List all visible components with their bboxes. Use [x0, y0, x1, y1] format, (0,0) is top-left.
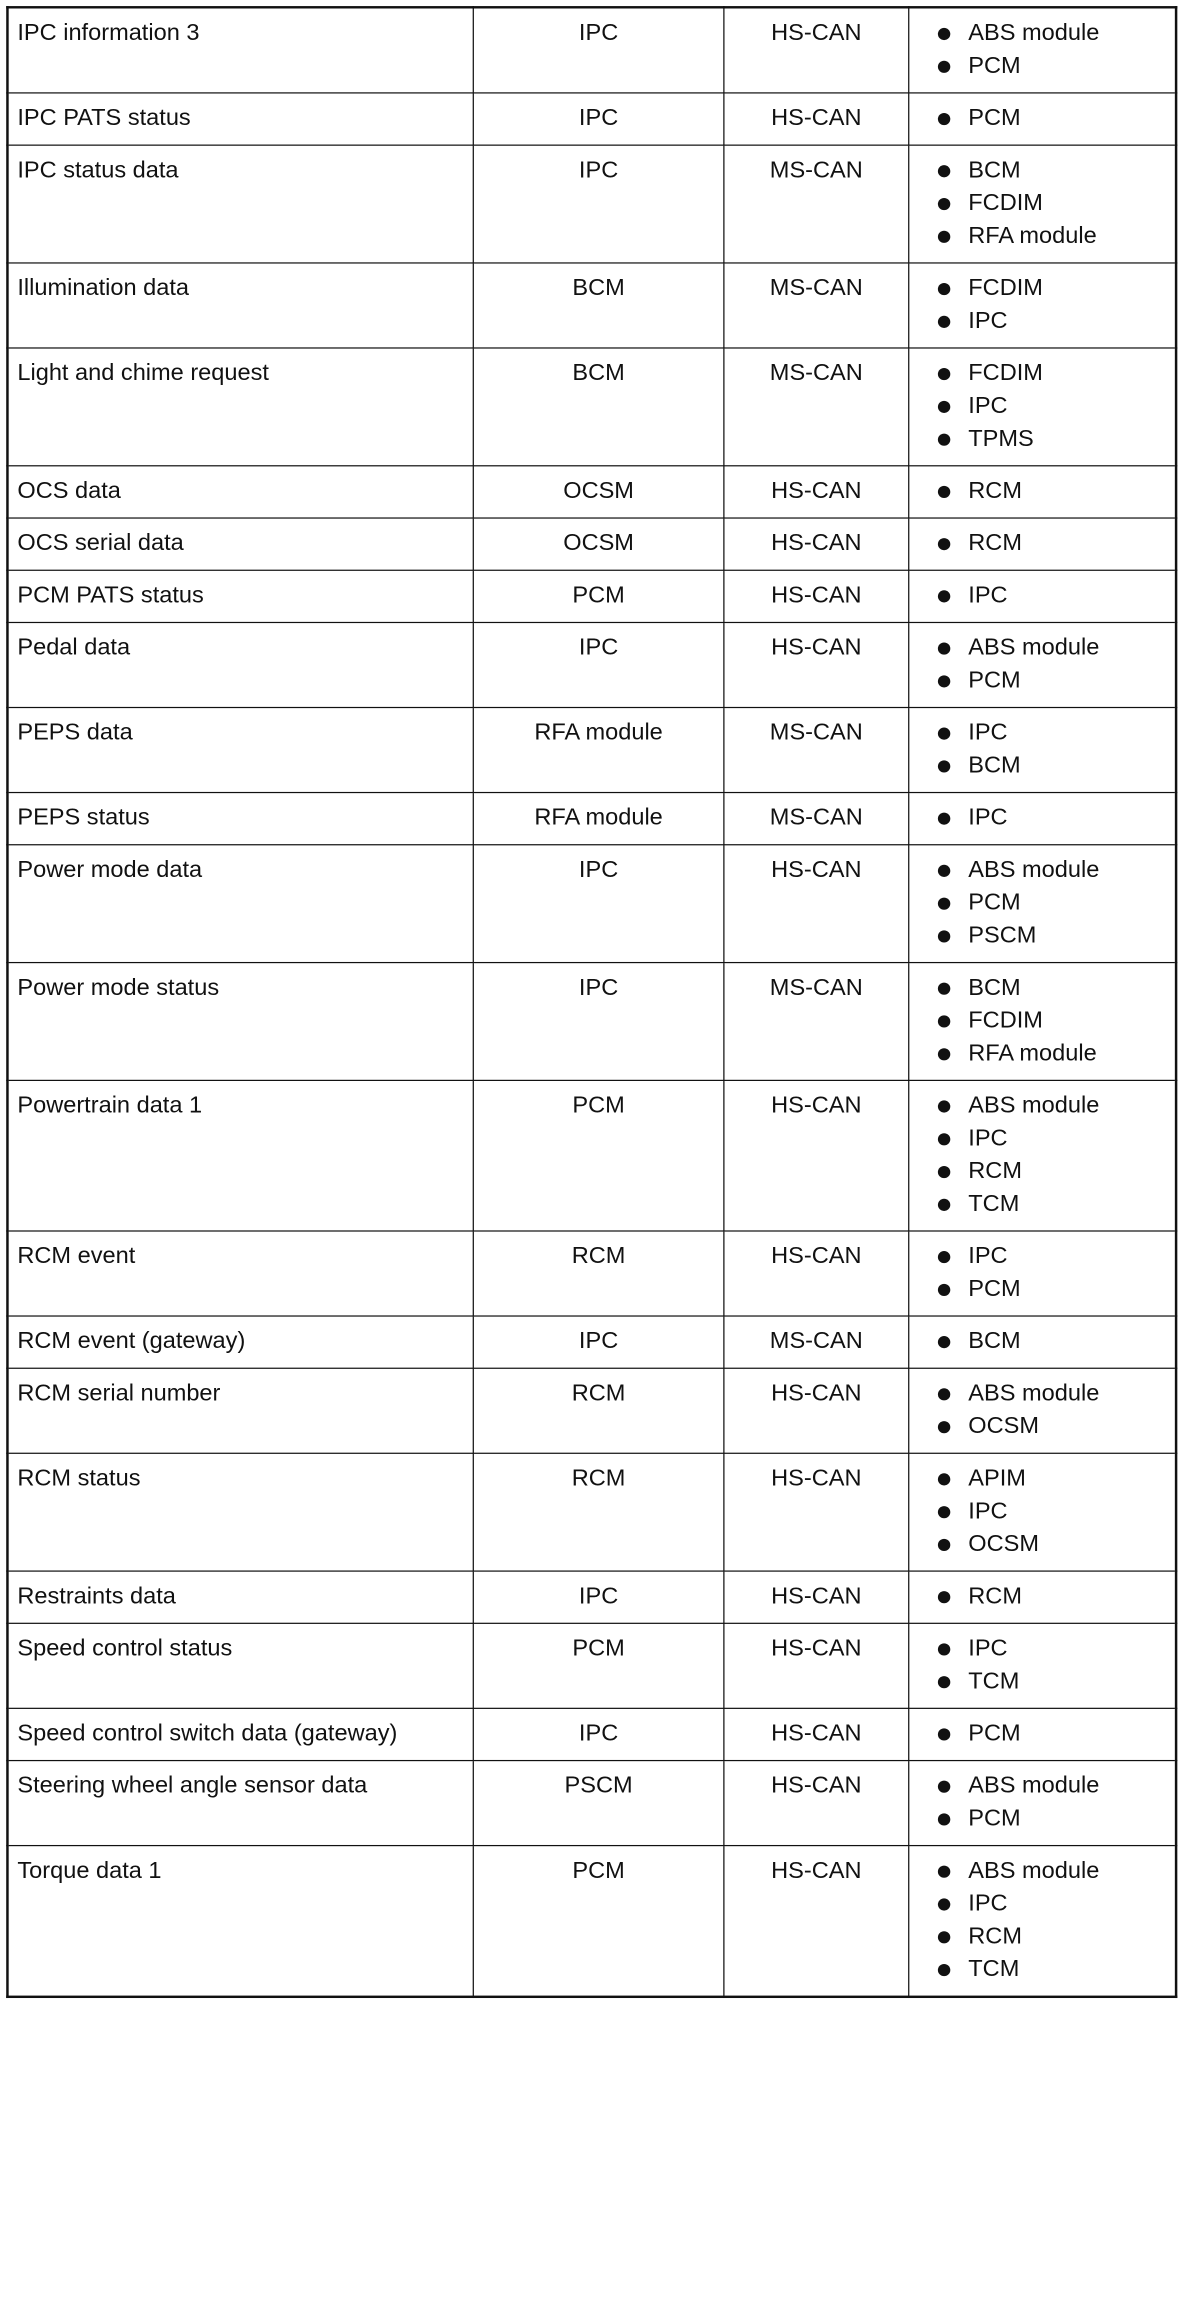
receivers-cell: [908, 1846, 1176, 1997]
receiver-list: [917, 854, 1167, 952]
receiver-item: APIM: [917, 1462, 1167, 1495]
originator-cell: PCM: [473, 1846, 724, 1997]
table-row: [7, 1080, 1176, 1231]
originator-cell: RFA module: [473, 708, 724, 793]
receivers-cell: [908, 1708, 1176, 1760]
network-cell: MS-CAN: [723, 263, 908, 348]
table-row: [7, 793, 1176, 845]
receiver-item: IPC: [917, 717, 1167, 750]
message-name-cell: Power mode status: [7, 963, 472, 1081]
message-name-cell: IPC PATS status: [7, 93, 472, 145]
message-name-cell: OCS serial data: [7, 518, 472, 570]
receiver-list: [917, 972, 1167, 1070]
receiver-item: PCM: [917, 887, 1167, 920]
message-name-cell: Power mode data: [7, 845, 472, 963]
table-row: [7, 1708, 1176, 1760]
receiver-item: TCM: [917, 1953, 1167, 1986]
originator-cell: IPC: [473, 963, 724, 1081]
originator-cell: IPC: [473, 622, 724, 707]
receiver-item: PCM: [917, 1273, 1167, 1306]
network-cell: MS-CAN: [723, 963, 908, 1081]
originator-cell: IPC: [473, 93, 724, 145]
receiver-item: ABS module: [917, 1770, 1167, 1803]
originator-cell: PCM: [473, 570, 724, 622]
receiver-item: IPC: [917, 1240, 1167, 1273]
network-cell: MS-CAN: [723, 348, 908, 466]
receivers-cell: [908, 1368, 1176, 1453]
table-body: [7, 7, 1176, 1997]
table-row: [7, 263, 1176, 348]
table-row: [7, 622, 1176, 707]
receiver-item: RCM: [917, 1155, 1167, 1188]
message-name-cell: IPC information 3: [7, 7, 472, 93]
table-row: [7, 518, 1176, 570]
receiver-item: IPC: [917, 1122, 1167, 1155]
network-cell: MS-CAN: [723, 708, 908, 793]
receiver-list: [917, 1462, 1167, 1560]
receiver-item: IPC: [917, 1632, 1167, 1665]
receiver-item: BCM: [917, 1325, 1167, 1358]
network-cell: HS-CAN: [723, 1846, 908, 1997]
receiver-item: OCSM: [917, 1410, 1167, 1443]
receiver-item: RCM: [917, 1920, 1167, 1953]
receiver-list: [917, 1770, 1167, 1836]
message-name-cell: Powertrain data 1: [7, 1080, 472, 1231]
table-row: [7, 1761, 1176, 1846]
network-cell: HS-CAN: [723, 845, 908, 963]
table-row: [7, 1453, 1176, 1571]
receiver-item: PCM: [917, 664, 1167, 697]
receivers-cell: [908, 1316, 1176, 1368]
originator-cell: RCM: [473, 1231, 724, 1316]
table-row: [7, 1846, 1176, 1997]
originator-cell: OCSM: [473, 466, 724, 518]
network-cell: HS-CAN: [723, 1368, 908, 1453]
originator-cell: RFA module: [473, 793, 724, 845]
receiver-item: IPC: [917, 305, 1167, 338]
originator-cell: IPC: [473, 1708, 724, 1760]
receiver-item: ABS module: [917, 17, 1167, 50]
message-name-cell: PCM PATS status: [7, 570, 472, 622]
message-name-cell: PEPS data: [7, 708, 472, 793]
message-name-cell: Illumination data: [7, 263, 472, 348]
receiver-list: [917, 1717, 1167, 1750]
message-name-cell: Torque data 1: [7, 1846, 472, 1997]
network-cell: HS-CAN: [723, 1623, 908, 1708]
message-name-cell: Light and chime request: [7, 348, 472, 466]
originator-cell: IPC: [473, 1316, 724, 1368]
receivers-cell: [908, 93, 1176, 145]
receivers-cell: [908, 518, 1176, 570]
originator-cell: RCM: [473, 1368, 724, 1453]
message-name-cell: PEPS status: [7, 793, 472, 845]
receiver-item: ABS module: [917, 1089, 1167, 1122]
receiver-item: FCDIM: [917, 187, 1167, 220]
receiver-item: FCDIM: [917, 272, 1167, 305]
network-cell: HS-CAN: [723, 622, 908, 707]
receiver-item: BCM: [917, 749, 1167, 782]
receivers-cell: [908, 845, 1176, 963]
originator-cell: OCSM: [473, 518, 724, 570]
originator-cell: RCM: [473, 1453, 724, 1571]
receiver-list: [917, 1632, 1167, 1698]
table-row: [7, 845, 1176, 963]
receiver-item: FCDIM: [917, 357, 1167, 390]
receiver-list: [917, 1240, 1167, 1306]
network-cell: HS-CAN: [723, 1231, 908, 1316]
table-row: [7, 1571, 1176, 1623]
receiver-list: [917, 17, 1167, 83]
receiver-list: [917, 102, 1167, 135]
receiver-list: [917, 632, 1167, 698]
receiver-item: PCM: [917, 1802, 1167, 1835]
network-message-table: [6, 6, 1177, 1998]
receiver-item: ABS module: [917, 1377, 1167, 1410]
receiver-list: [917, 1580, 1167, 1613]
receiver-item: IPC: [917, 1495, 1167, 1528]
receiver-list: [917, 527, 1167, 560]
receiver-item: RCM: [917, 475, 1167, 508]
originator-cell: BCM: [473, 348, 724, 466]
message-name-cell: RCM event (gateway): [7, 1316, 472, 1368]
message-name-cell: RCM event: [7, 1231, 472, 1316]
receiver-item: IPC: [917, 1887, 1167, 1920]
receiver-item: TPMS: [917, 423, 1167, 456]
message-name-cell: OCS data: [7, 466, 472, 518]
receiver-item: TCM: [917, 1188, 1167, 1221]
originator-cell: IPC: [473, 7, 724, 93]
table-row: [7, 570, 1176, 622]
receiver-list: [917, 357, 1167, 455]
table-row: [7, 963, 1176, 1081]
table-row: [7, 93, 1176, 145]
receiver-list: [917, 1855, 1167, 1986]
table-row: [7, 1623, 1176, 1708]
originator-cell: BCM: [473, 263, 724, 348]
receiver-item: RCM: [917, 527, 1167, 560]
receivers-cell: [908, 708, 1176, 793]
table-row: [7, 348, 1176, 466]
network-cell: HS-CAN: [723, 1708, 908, 1760]
network-cell: MS-CAN: [723, 793, 908, 845]
originator-cell: IPC: [473, 1571, 724, 1623]
table-row: [7, 1316, 1176, 1368]
table-row: [7, 1368, 1176, 1453]
table-row: [7, 145, 1176, 263]
receivers-cell: [908, 1571, 1176, 1623]
receiver-list: [917, 1377, 1167, 1443]
receivers-cell: [908, 145, 1176, 263]
message-name-cell: Speed control status: [7, 1623, 472, 1708]
receiver-item: TCM: [917, 1665, 1167, 1698]
message-name-cell: Restraints data: [7, 1571, 472, 1623]
network-cell: HS-CAN: [723, 466, 908, 518]
message-name-cell: IPC status data: [7, 145, 472, 263]
receiver-item: BCM: [917, 154, 1167, 187]
receiver-list: [917, 717, 1167, 783]
message-name-cell: Speed control switch data (gateway): [7, 1708, 472, 1760]
table-row: [7, 466, 1176, 518]
network-cell: HS-CAN: [723, 7, 908, 93]
receiver-list: [917, 1325, 1167, 1358]
network-cell: HS-CAN: [723, 518, 908, 570]
receivers-cell: [908, 793, 1176, 845]
originator-cell: IPC: [473, 845, 724, 963]
table-row: [7, 708, 1176, 793]
receiver-item: BCM: [917, 972, 1167, 1005]
receiver-list: [917, 802, 1167, 835]
receiver-item: PSCM: [917, 919, 1167, 952]
network-cell: MS-CAN: [723, 1316, 908, 1368]
receiver-item: RFA module: [917, 1037, 1167, 1070]
message-name-cell: RCM status: [7, 1453, 472, 1571]
receiver-item: FCDIM: [917, 1004, 1167, 1037]
message-name-cell: RCM serial number: [7, 1368, 472, 1453]
receiver-list: [917, 475, 1167, 508]
receivers-cell: [908, 348, 1176, 466]
network-cell: HS-CAN: [723, 1571, 908, 1623]
message-name-cell: Steering wheel angle sensor data: [7, 1761, 472, 1846]
originator-cell: PCM: [473, 1080, 724, 1231]
originator-cell: PSCM: [473, 1761, 724, 1846]
table-row: [7, 7, 1176, 93]
receiver-list: [917, 272, 1167, 338]
network-cell: HS-CAN: [723, 570, 908, 622]
receiver-item: ABS module: [917, 1855, 1167, 1888]
receiver-item: ABS module: [917, 854, 1167, 887]
network-cell: HS-CAN: [723, 1453, 908, 1571]
receiver-item: PCM: [917, 50, 1167, 83]
receivers-cell: [908, 622, 1176, 707]
receiver-item: PCM: [917, 1717, 1167, 1750]
originator-cell: PCM: [473, 1623, 724, 1708]
receiver-item: RCM: [917, 1580, 1167, 1613]
network-cell: MS-CAN: [723, 145, 908, 263]
receivers-cell: [908, 466, 1176, 518]
receiver-item: RFA module: [917, 220, 1167, 253]
receiver-item: IPC: [917, 579, 1167, 612]
receivers-cell: [908, 1231, 1176, 1316]
receiver-item: IPC: [917, 390, 1167, 423]
receivers-cell: [908, 7, 1176, 93]
network-cell: HS-CAN: [723, 1080, 908, 1231]
originator-cell: IPC: [473, 145, 724, 263]
receiver-list: [917, 154, 1167, 252]
message-name-cell: Pedal data: [7, 622, 472, 707]
receivers-cell: [908, 1623, 1176, 1708]
receivers-cell: [908, 963, 1176, 1081]
receivers-cell: [908, 263, 1176, 348]
receiver-item: PCM: [917, 102, 1167, 135]
network-cell: HS-CAN: [723, 1761, 908, 1846]
table-row: [7, 1231, 1176, 1316]
receiver-list: [917, 1089, 1167, 1220]
receivers-cell: [908, 570, 1176, 622]
network-cell: HS-CAN: [723, 93, 908, 145]
receiver-item: IPC: [917, 802, 1167, 835]
receiver-list: [917, 579, 1167, 612]
receivers-cell: [908, 1080, 1176, 1231]
receivers-cell: [908, 1453, 1176, 1571]
receivers-cell: [908, 1761, 1176, 1846]
receiver-item: ABS module: [917, 632, 1167, 665]
receiver-item: OCSM: [917, 1528, 1167, 1561]
